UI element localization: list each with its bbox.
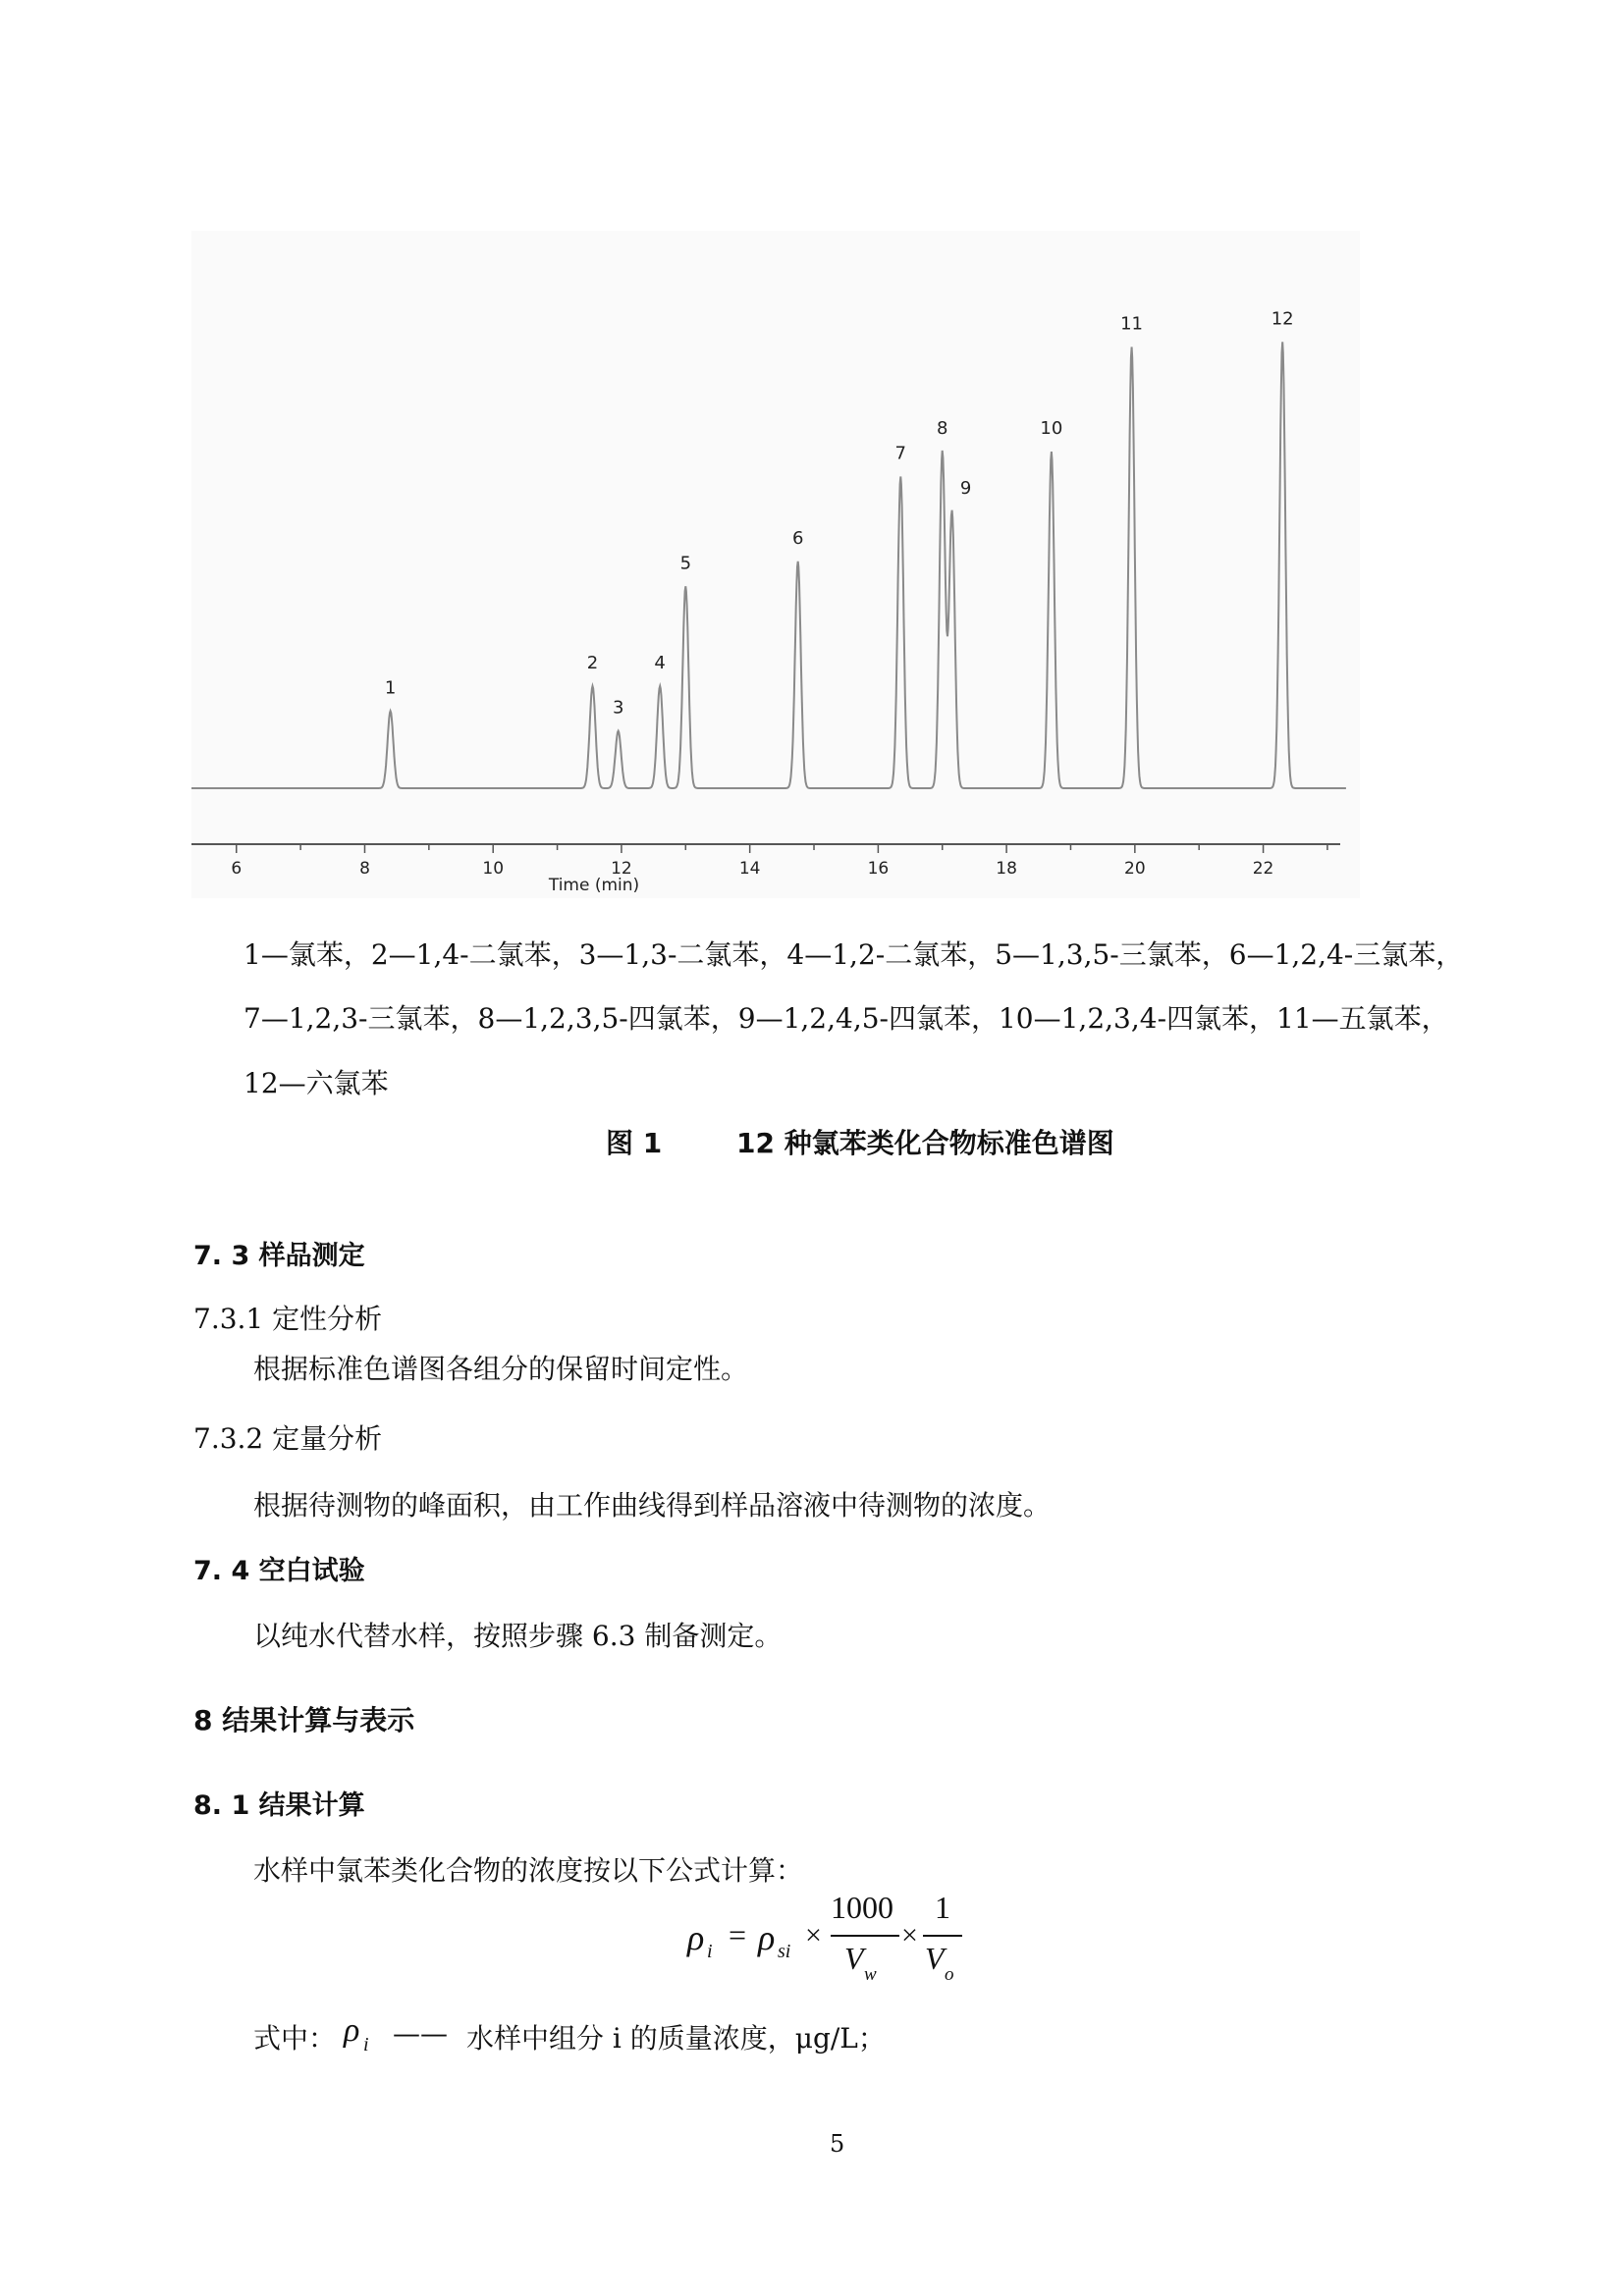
section-7-3-1-heading: 7.3.1 定性分析: [193, 1303, 383, 1335]
peak-label-11: 11: [1120, 313, 1144, 335]
x-tick-label: 14: [738, 859, 761, 879]
peak-label-2: 2: [586, 652, 599, 673]
section-7-3-1-text: 根据标准色谱图各组分的保留时间定性。: [253, 1353, 749, 1385]
x-tick-label: 20: [1124, 859, 1146, 879]
rho-symbol: ρ: [687, 1918, 705, 1957]
rho-subscript-i: i: [707, 1941, 713, 1962]
x-tick-label: 16: [867, 859, 890, 879]
peak-label-7: 7: [894, 443, 906, 464]
denominator-V: V: [844, 1941, 864, 1976]
section-8-1-text: 水样中氯苯类化合物的浓度按以下公式计算：: [253, 1854, 804, 1887]
section-7-3-2-text: 根据待测物的峰面积，由工作曲线得到样品溶液中待测物的浓度。: [253, 1489, 1052, 1522]
concentration-formula: [687, 1890, 982, 1998]
where-rho-subscript: i: [363, 2034, 369, 2056]
rho-subscript-si: si: [778, 1941, 791, 1962]
x-tick-label: 22: [1252, 859, 1274, 879]
peak-label-6: 6: [791, 527, 804, 549]
peak-label-10: 10: [1040, 418, 1063, 440]
page-number: 5: [830, 2130, 845, 2158]
numerator-1: 1: [935, 1890, 950, 1925]
numerator-1000: 1000: [831, 1890, 893, 1925]
peak-label-1: 1: [384, 677, 397, 699]
times-sign-2: ×: [901, 1919, 918, 1951]
fraction-bar-2: [923, 1935, 962, 1937]
peak-label-8: 8: [937, 418, 948, 440]
where-description: 水样中组分 i 的质量浓度，μg/L；: [466, 2022, 886, 2055]
peak-label-5: 5: [679, 553, 692, 574]
denominator-subscript-w: w: [864, 1964, 877, 1985]
section-7-4-heading: 7. 4 空白试验: [193, 1556, 365, 1586]
rho-symbol-2: ρ: [758, 1918, 776, 1957]
legend-line-2: 7—1,2,3-三氯苯，8—1,2,3,5-四氯苯，9—1,2,4,5-四氯苯，10—1,2,3,4-四氯苯，11—五氯苯，: [243, 1002, 1449, 1035]
times-sign-1: ×: [805, 1919, 822, 1951]
section-8-1-heading: 8. 1 结果计算: [193, 1790, 365, 1821]
peak-label-12: 12: [1271, 308, 1294, 330]
legend-line-3: 12—六氯苯: [243, 1067, 389, 1099]
x-tick-label: 10: [482, 859, 505, 879]
peak-label-4: 4: [654, 652, 666, 673]
legend-line-1: 1—氯苯，2—1,4-二氯苯，3—1,3-二氯苯，4—1,2-二氯苯，5—1,3,5-三氯苯，6—1,2,4-三氯苯，: [243, 938, 1464, 971]
equals-sign: =: [729, 1917, 747, 1952]
figure-title: 12 种氯苯类化合物标准色谱图: [736, 1127, 1114, 1159]
x-tick-label: 8: [359, 859, 370, 879]
x-tick-label: 6: [231, 859, 243, 879]
fraction-bar-1: [831, 1935, 899, 1937]
chromatogram-chart: [191, 231, 1360, 898]
x-tick-label: 12: [611, 859, 632, 879]
section-7-3-2-heading: 7.3.2 定量分析: [193, 1422, 383, 1455]
section-8-heading: 8 结果计算与表示: [193, 1704, 415, 1736]
section-7-4-text: 以纯水代替水样，按照步骤 6.3 制备测定。: [253, 1620, 783, 1652]
peak-label-9: 9: [959, 478, 972, 500]
where-dash: ——: [393, 2017, 448, 2050]
denominator-subscript-o: o: [945, 1964, 954, 1985]
peak-label-3: 3: [612, 697, 624, 719]
x-axis-label: Time (min): [548, 876, 640, 895]
figure-number: 图 1: [606, 1127, 663, 1159]
section-7-3-heading: 7. 3 样品测定: [193, 1241, 365, 1271]
x-tick-label: 18: [996, 859, 1017, 879]
where-prefix: 式中：: [253, 2022, 337, 2055]
where-rho: ρ: [344, 2012, 360, 2049]
denominator-V-2: V: [925, 1941, 945, 1976]
